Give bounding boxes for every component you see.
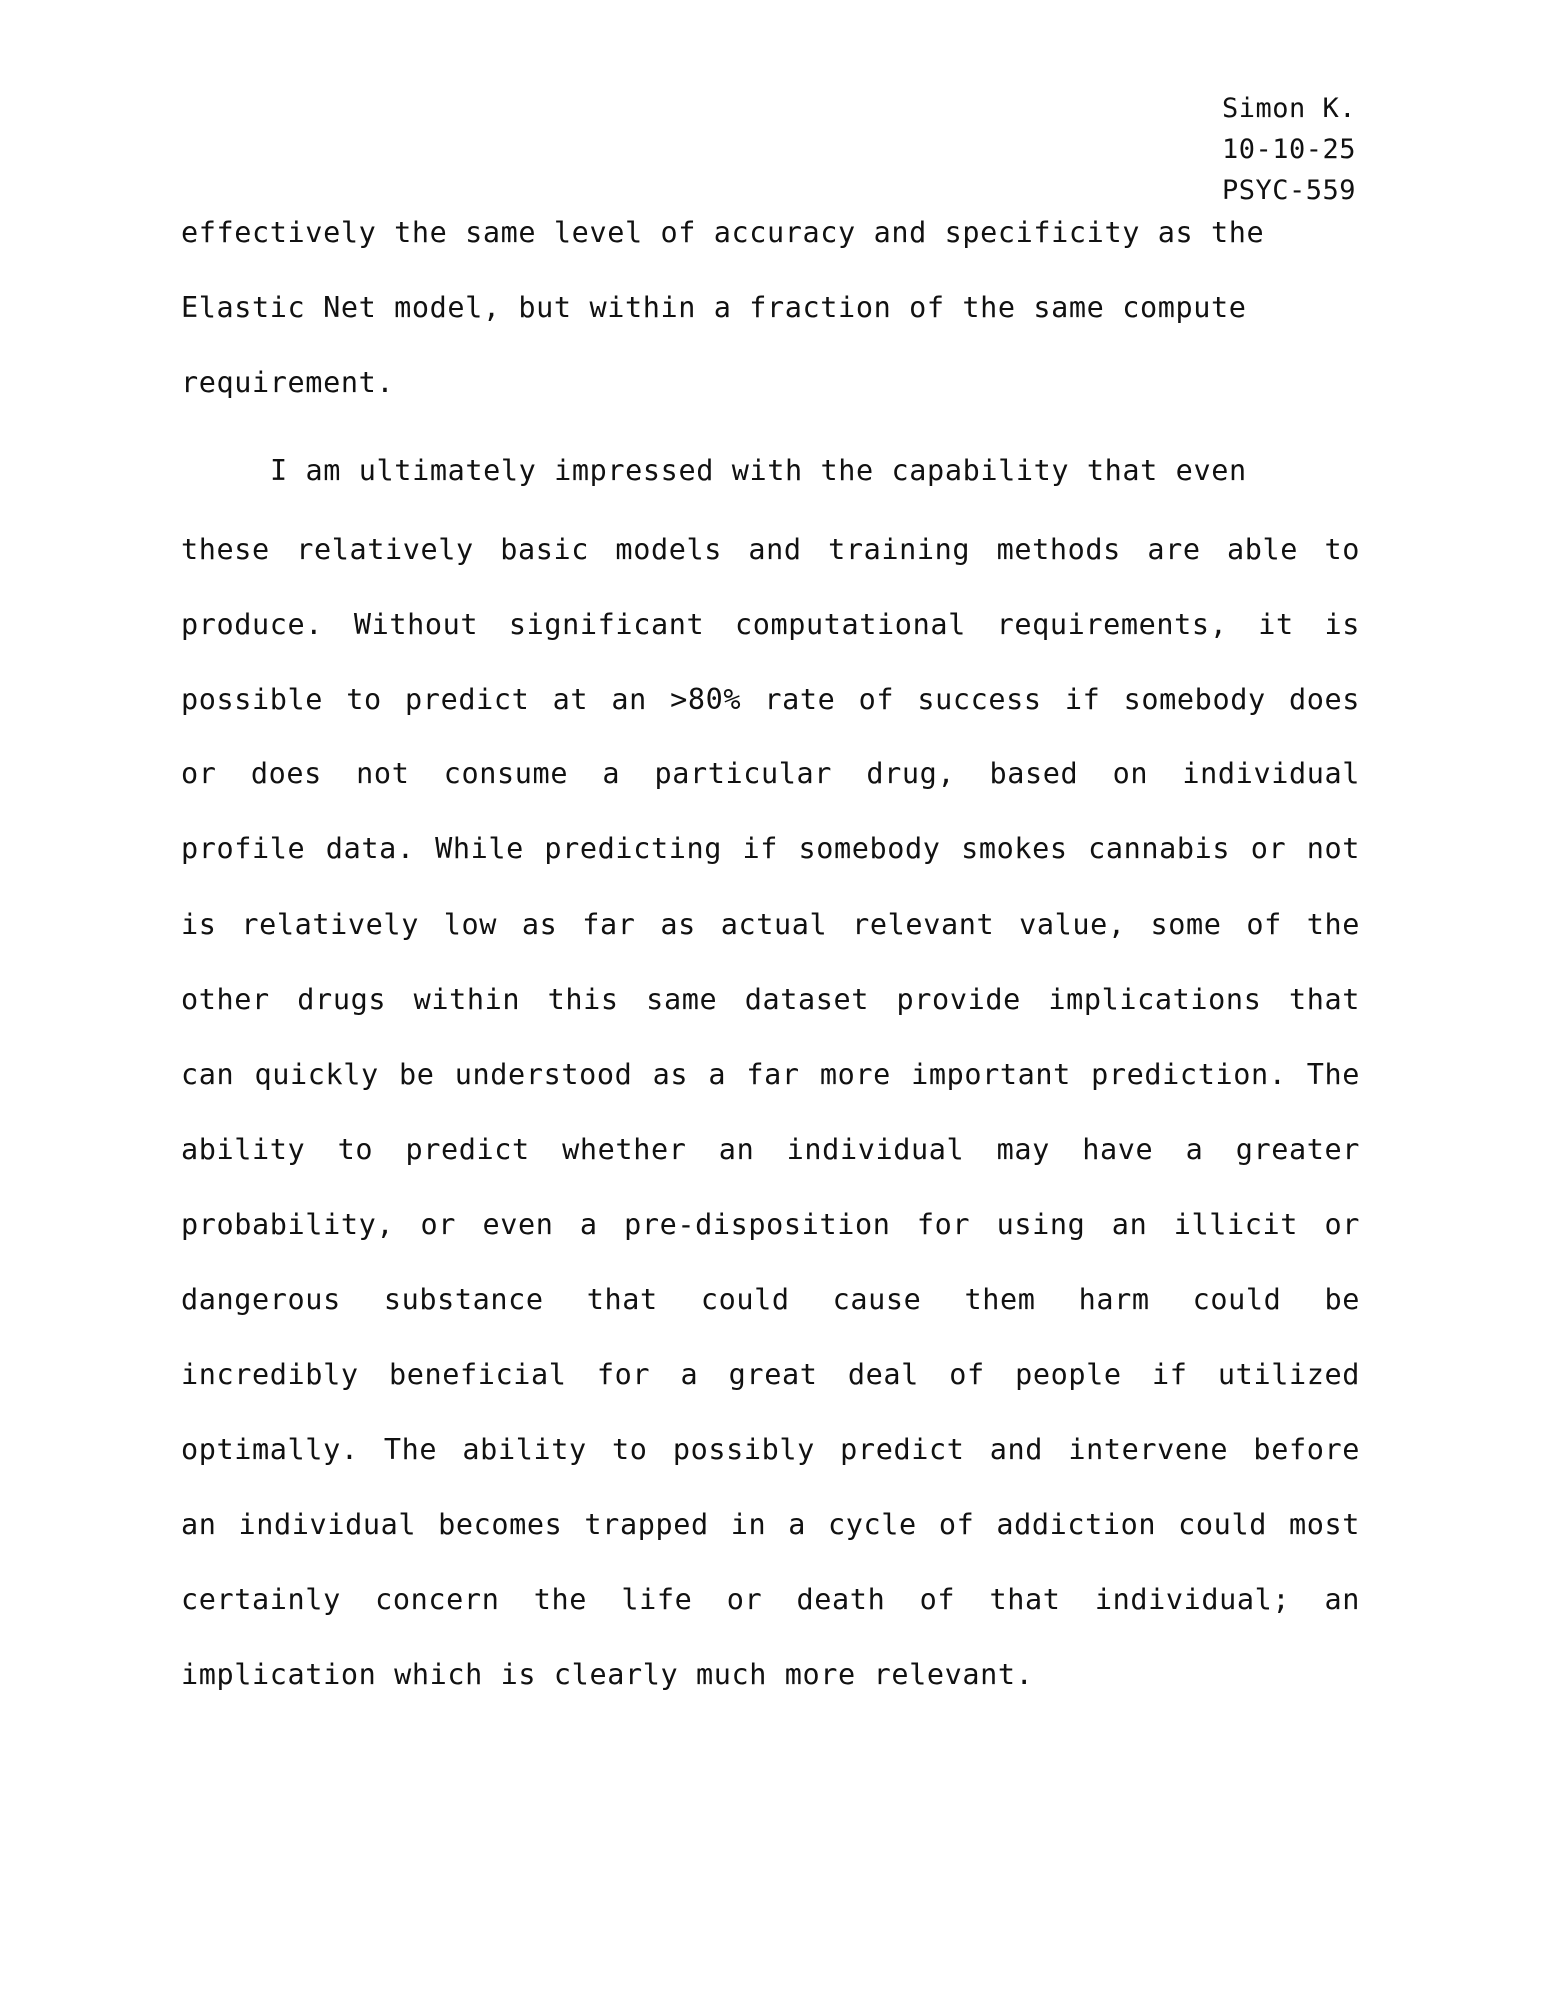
paragraph-line: produce. Without significant computational requirements, it is: [181, 608, 1360, 641]
paragraph-line: dangerous substance that could cause them harm could be: [181, 1283, 1360, 1316]
paragraph-line: or does not consume a particular drug, based on individual: [181, 757, 1360, 790]
header-date: 10-10-25: [1222, 134, 1357, 165]
paragraph-line: certainly concern the life or death of that individual; an: [181, 1583, 1360, 1616]
paragraph-line: requirement.: [181, 366, 395, 399]
paragraph-line: optimally. The ability to possibly predict and intervene before: [181, 1433, 1360, 1466]
paragraph-line: is relatively low as far as actual relevant value, some of the: [181, 908, 1360, 941]
paragraph-line: can quickly be understood as a far more important prediction. The: [181, 1058, 1360, 1091]
paragraph-line: profile data. While predicting if somebody smokes cannabis or not: [181, 832, 1360, 865]
author-name: Simon K.: [1222, 93, 1357, 124]
course-code: PSYC-559: [1222, 175, 1357, 206]
paragraph-line: incredibly beneficial for a great deal of people if utilized: [181, 1358, 1360, 1391]
paragraph-line: Elastic Net model, but within a fraction of the same compute: [181, 291, 1247, 324]
paragraph-line: ability to predict whether an individual may have a greater: [181, 1133, 1360, 1166]
paragraph-line: probability, or even a pre-disposition for using an illicit or: [181, 1208, 1360, 1241]
paragraph-line: an individual becomes trapped in a cycle of addiction could most: [181, 1508, 1360, 1541]
paragraph-line: I am ultimately impressed with the capability that even: [270, 454, 1247, 487]
author-header: [1222, 88, 1356, 211]
paragraph-line: possible to predict at an >80% rate of success if somebody does: [181, 683, 1360, 716]
paragraph-line: effectively the same level of accuracy and specificity as the: [181, 216, 1265, 249]
paragraph-line: implication which is clearly much more relevant.: [181, 1658, 1034, 1691]
paragraph-line: other drugs within this same dataset provide implications that: [181, 983, 1360, 1016]
paragraph-line: these relatively basic models and training methods are able to: [181, 533, 1360, 566]
